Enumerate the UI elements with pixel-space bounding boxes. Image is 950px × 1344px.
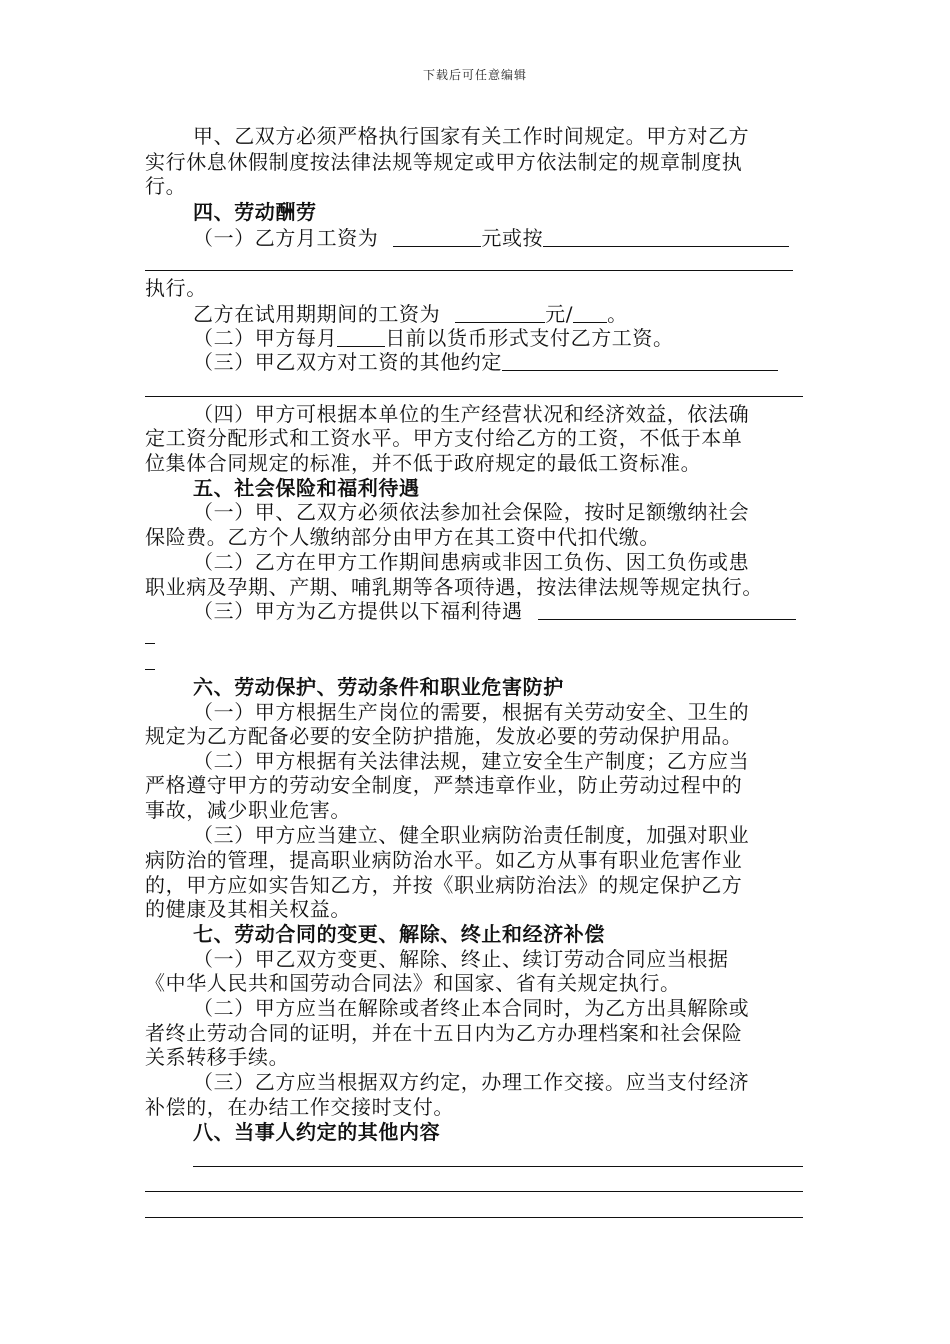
- fill-in-line[interactable]: [193, 1166, 803, 1167]
- paragraph-line: 实行休息休假制度按法律法规等规定或甲方依法制定的规章制度执: [145, 150, 743, 174]
- other-salary-line: [193, 350, 778, 374]
- salary-line: [193, 226, 789, 250]
- fill-in-line[interactable]: [145, 396, 803, 397]
- paragraph-line: 的健康及其相关权益。: [145, 897, 351, 921]
- payday-line: [193, 326, 674, 350]
- section-heading-4: 四、劳动酬劳: [193, 200, 317, 224]
- paragraph-line: 职业病及孕期、产期、哺乳期等各项待遇，按法律法规等规定执行。: [145, 575, 763, 599]
- paragraph-line: （一）甲乙双方变更、解除、终止、续订劳动合同应当根据: [193, 947, 729, 971]
- paragraph-line: （四）甲方可根据本单位的生产经营状况和经济效益，依法确: [193, 402, 750, 426]
- paragraph-line: 位集体合同规定的标准，并不低于政府规定的最低工资标准。: [145, 451, 702, 475]
- paragraph-line: 《中华人民共和国劳动合同法》和国家、省有关规定执行。: [145, 971, 681, 995]
- yuan-per-label: 元/: [545, 302, 574, 326]
- other-salary-blank[interactable]: [502, 352, 778, 371]
- payday-suffix: 日前以货币形式支付乙方工资。: [385, 326, 674, 350]
- paragraph-line: 甲、乙双方必须严格执行国家有关工作时间规定。甲方对乙方: [193, 124, 750, 148]
- paragraph-line: 的，甲方应如实告知乙方，并按《职业病防治法》的规定保护乙方: [145, 873, 743, 897]
- welfare-line: [193, 599, 796, 623]
- probation-label: 乙方在试用期期间的工资为: [193, 302, 441, 326]
- paragraph-line: 关系转移手续。: [145, 1045, 290, 1069]
- section-heading-6: 六、劳动保护、劳动条件和职业危害防护: [193, 675, 564, 699]
- paragraph-line: 补偿的，在办结工作交接时支付。: [145, 1095, 454, 1119]
- paragraph-line: 保险费。乙方个人缴纳部分由甲方在其工资中代扣代缴。: [145, 525, 660, 549]
- monthly-salary-blank[interactable]: [393, 228, 481, 247]
- period-label: 。: [607, 302, 628, 326]
- payday-label: （二）甲方每月: [193, 326, 338, 350]
- section-heading-8: 八、当事人约定的其他内容: [193, 1120, 441, 1144]
- salary-basis-blank[interactable]: [543, 228, 789, 247]
- paragraph-line: 严格遵守甲方的劳动安全制度，严禁违章作业，防止劳动过程中的: [145, 773, 743, 797]
- paragraph-line: （二）甲方应当在解除或者终止本合同时，为乙方出具解除或: [193, 996, 750, 1020]
- welfare-blank[interactable]: [538, 601, 796, 620]
- welfare-label: （三）甲方为乙方提供以下福利待遇: [193, 599, 523, 623]
- page-header: 下载后可任意编辑: [422, 68, 527, 82]
- fill-in-line[interactable]: [145, 1217, 803, 1218]
- yuan-or-label: 元或按: [481, 226, 544, 250]
- probation-unit-blank[interactable]: [573, 304, 607, 323]
- salary-label: （一）乙方月工资为: [193, 226, 379, 250]
- fill-in-dash[interactable]: [145, 669, 155, 670]
- fill-in-line[interactable]: [145, 270, 793, 271]
- paragraph-line: （三）乙方应当根据双方约定，办理工作交接。应当支付经济: [193, 1070, 750, 1094]
- paragraph-line: 事故，减少职业危害。: [145, 798, 351, 822]
- section-heading-5: 五、社会保险和福利待遇: [193, 476, 420, 500]
- other-salary-label: （三）甲乙双方对工资的其他约定: [193, 350, 502, 374]
- paragraph-line: 行。: [145, 174, 187, 198]
- paragraph-line: （二）乙方在甲方工作期间患病或非因工负伤、因工负伤或患: [193, 550, 750, 574]
- section-heading-7: 七、劳动合同的变更、解除、终止和经济补偿: [193, 922, 605, 946]
- payday-blank[interactable]: [337, 328, 385, 347]
- paragraph-line: （一）甲方根据生产岗位的需要，根据有关劳动安全、卫生的: [193, 700, 750, 724]
- paragraph-line: （三）甲方应当建立、健全职业病防治责任制度，加强对职业: [193, 823, 750, 847]
- paragraph-line: 定工资分配形式和工资水平。甲方支付给乙方的工资，不低于本单: [145, 426, 743, 450]
- paragraph-line: 规定为乙方配备必要的安全防护措施，发放必要的劳动保护用品。: [145, 724, 743, 748]
- fill-in-dash[interactable]: [145, 643, 155, 644]
- paragraph-line: 执行。: [145, 276, 207, 300]
- paragraph-line: （一）甲、乙双方必须依法参加社会保险，按时足额缴纳社会: [193, 500, 750, 524]
- paragraph-line: 者终止劳动合同的证明，并在十五日内为乙方办理档案和社会保险: [145, 1021, 743, 1045]
- probation-salary-line: [193, 302, 628, 326]
- fill-in-line[interactable]: [145, 1191, 803, 1192]
- paragraph-line: 病防治的管理，提高职业病防治水平。如乙方从事有职业危害作业: [145, 848, 743, 872]
- probation-salary-blank[interactable]: [455, 304, 545, 323]
- paragraph-line: （二）甲方根据有关法律法规，建立安全生产制度；乙方应当: [193, 749, 750, 773]
